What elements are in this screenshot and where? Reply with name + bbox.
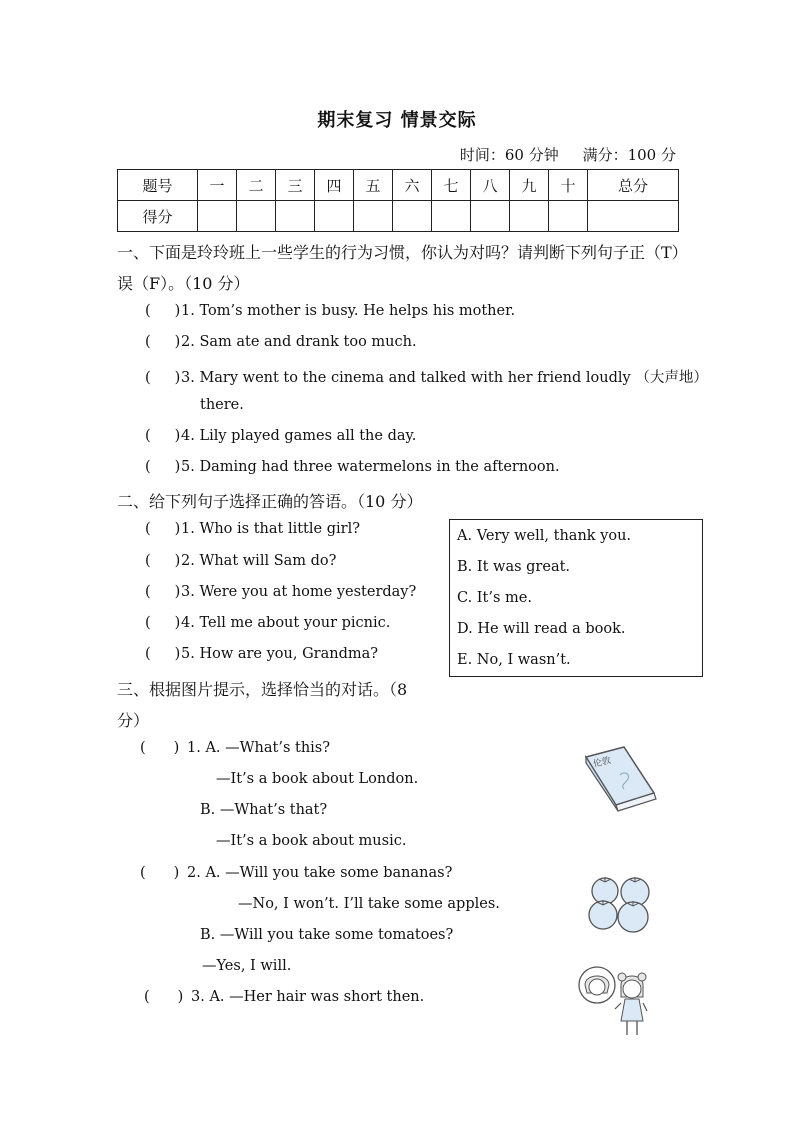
- s3-question-1-b: B. —What’s that?: [200, 802, 328, 818]
- s3-question-1-a-reply: —It’s a book about London.: [216, 771, 419, 787]
- section1-heading-cont: 误（F）。（10 分）: [117, 274, 250, 293]
- s3-question-2-b-reply: —Yes, I will.: [202, 958, 292, 974]
- score-table-score-row: [118, 201, 679, 232]
- score-header-cell: 四: [315, 170, 354, 201]
- s3-question-1-a: ( ) 1. A. —What’s this?: [140, 740, 331, 756]
- page-title: 期末复习 情景交际: [317, 110, 477, 131]
- answer-blank[interactable]: ( ): [145, 334, 181, 350]
- score-cell[interactable]: [432, 201, 471, 232]
- book-illustration: [580, 743, 660, 815]
- s2-question-1: ( )1. Who is that little girl?: [145, 521, 360, 537]
- s3-question-1-b-reply: —It’s a book about music.: [216, 833, 407, 849]
- score-table-header-row: [118, 170, 679, 201]
- s2-question-2: ( )2. What will Sam do?: [145, 553, 337, 569]
- s2-question-5: ( )5. How are you, Grandma?: [145, 646, 379, 662]
- score-cell[interactable]: [588, 201, 679, 232]
- score-header-cell: 五: [354, 170, 393, 201]
- answer-options-box: [449, 519, 703, 677]
- option-e: E. No, I wasn’t.: [457, 652, 571, 668]
- section1-heading: 一、下面是玲玲班上一些学生的行为习惯，你认为对吗？请判断下列句子正（T）: [117, 243, 688, 262]
- score-header-cell: 二: [237, 170, 276, 201]
- score-row-label: 得分: [118, 201, 198, 232]
- score-header-cell: 十: [549, 170, 588, 201]
- score-header-cell: 三: [276, 170, 315, 201]
- answer-blank[interactable]: ( ): [145, 521, 181, 537]
- exam-meta: [460, 144, 676, 165]
- s3-question-2-a: ( ) 2. A. —Will you take some bananas?: [140, 865, 453, 881]
- section3-heading: 三、根据图片提示，选择恰当的对话。（8: [117, 680, 408, 699]
- option-c: C. It’s me.: [457, 590, 532, 606]
- section2-heading: 二、给下列句子选择正确的答语。（10 分）: [117, 492, 423, 511]
- score-header-cell: 九: [510, 170, 549, 201]
- answer-blank[interactable]: ( ): [145, 303, 181, 319]
- score-header-cell: 八: [471, 170, 510, 201]
- score-table: [117, 169, 679, 232]
- s2-question-3: ( )3. Were you at home yesterday?: [145, 584, 417, 600]
- score-cell[interactable]: [471, 201, 510, 232]
- score-header-cell: 六: [393, 170, 432, 201]
- score-cell[interactable]: [276, 201, 315, 232]
- s3-question-3-a: ( ) 3. A. —Her hair was short then.: [144, 989, 425, 1005]
- score-header-cell: 一: [198, 170, 237, 201]
- score-cell[interactable]: [510, 201, 549, 232]
- answer-blank[interactable]: ( ): [145, 370, 181, 386]
- score-header-cell: 七: [432, 170, 471, 201]
- option-a: A. Very well, thank you.: [457, 528, 632, 544]
- girl-photo-illustration: [577, 963, 653, 1039]
- score-header-cell: 题号: [118, 170, 198, 201]
- time-limit: 时间：60 分钟: [459, 146, 559, 164]
- s1-question-5: ( )5. Daming had three watermelons in the afternoon.: [145, 459, 560, 475]
- score-cell[interactable]: [315, 201, 354, 232]
- option-b: B. It was great.: [457, 559, 571, 575]
- score-cell[interactable]: [198, 201, 237, 232]
- answer-blank[interactable]: ( ): [140, 740, 180, 756]
- answer-blank[interactable]: ( ): [145, 428, 181, 444]
- section3-heading-cont: 分）: [117, 711, 150, 730]
- score-cell[interactable]: [549, 201, 588, 232]
- answer-blank[interactable]: ( ): [145, 553, 181, 569]
- score-cell[interactable]: [393, 201, 432, 232]
- score-header-cell: 总分: [588, 170, 679, 201]
- answer-blank[interactable]: ( ): [145, 459, 181, 475]
- book-cover-label: 伦敦: [592, 755, 613, 770]
- s1-question-1: ( )1. Tom’s mother is busy. He helps his mother.: [145, 303, 516, 319]
- s1-question-3: ( )3. Mary went to the cinema and talked with her friend loudly （大声地）: [145, 370, 708, 386]
- answer-blank[interactable]: ( ): [145, 584, 181, 600]
- s1-question-2: ( )2. Sam ate and drank too much.: [145, 334, 417, 350]
- tomatoes-illustration: [583, 873, 661, 935]
- full-score: 满分：100 分: [582, 146, 676, 164]
- score-cell[interactable]: [237, 201, 276, 232]
- answer-blank[interactable]: ( ): [145, 615, 181, 631]
- answer-blank[interactable]: ( ): [144, 989, 184, 1005]
- s1-question-4: ( )4. Lily played games all the day.: [145, 428, 417, 444]
- s3-question-2-a-reply: —No, I won’t. I’ll take some apples.: [238, 896, 500, 912]
- score-cell[interactable]: [354, 201, 393, 232]
- s2-question-4: ( )4. Tell me about your picnic.: [145, 615, 391, 631]
- s3-question-2-b: B. —Will you take some tomatoes?: [200, 927, 454, 943]
- s1-question-3-cont: there.: [200, 397, 244, 413]
- option-d: D. He will read a book.: [457, 621, 626, 637]
- answer-blank[interactable]: ( ): [145, 646, 181, 662]
- answer-blank[interactable]: ( ): [140, 865, 180, 881]
